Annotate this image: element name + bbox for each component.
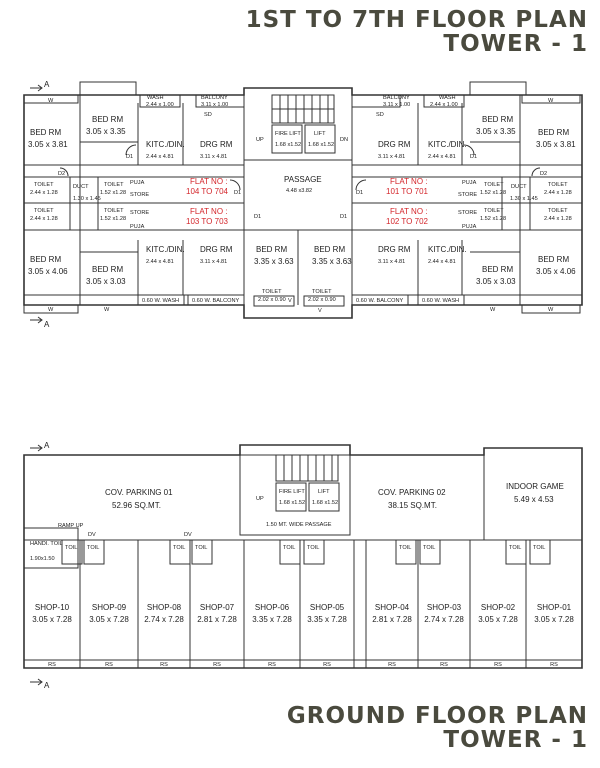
toilet-tag: TOIL xyxy=(283,545,296,551)
kitchen-tl-label: KITC./DIN. xyxy=(146,140,185,149)
puja-tl-label: PUJA xyxy=(130,180,145,186)
ramp-up-label: RAMP UP xyxy=(58,523,84,529)
kitchen-tr-size: 2.44 x 4.81 xyxy=(428,154,456,160)
toilet-tag: TOIL xyxy=(533,545,546,551)
bed-rm-tr2-size: 3.05 x 3.35 xyxy=(476,127,516,136)
section-mark-bottom: A xyxy=(44,320,50,329)
store-tl-label: STORE xyxy=(130,192,150,198)
bed-rm-br-size: 3.05 x 4.06 xyxy=(536,267,576,276)
flat-tr-number: 101 TO 701 xyxy=(386,187,428,196)
duct-r-size: 1.30 x 1.45 xyxy=(510,196,538,202)
ventilator-tag: V xyxy=(318,308,322,314)
door-tag: DV xyxy=(88,532,96,538)
door-tag: D1 xyxy=(234,190,242,196)
toilet-tr-size: 2.44 x 1.28 xyxy=(544,190,572,196)
flat-bl-number: 103 TO 703 xyxy=(186,217,228,226)
rolling-shutter-tag: RS xyxy=(105,662,113,668)
bed-rm-bl-label: BED RM xyxy=(30,255,62,264)
window-tag: W xyxy=(48,98,54,104)
wash-tl-size: 2.44 x 1.00 xyxy=(146,102,174,108)
shop-size: 2.81 x 7.28 xyxy=(197,615,237,624)
toilet-bl2-size: 1.52 x1.28 xyxy=(100,216,127,222)
toilet-tag: TOIL xyxy=(65,545,78,551)
store-bl-label: STORE xyxy=(130,210,150,216)
toilet-bl-label: TOILET xyxy=(34,208,54,214)
shop-name: SHOP-02 xyxy=(480,603,516,612)
duct-l-size: 1.30 x 1.45 xyxy=(73,196,101,202)
parking-02-size: 38.15 SQ.MT. xyxy=(388,501,437,510)
puja-tr-label: PUJA xyxy=(462,180,477,186)
flat-tl-caption: FLAT NO : xyxy=(190,177,228,186)
shop-size: 2.81 x 7.28 xyxy=(372,615,412,624)
wash-bl-label: 0.60 W. WASH xyxy=(142,298,180,304)
handi-toilet-label: HANDI. TOIL xyxy=(30,541,63,547)
shop-name: SHOP-09 xyxy=(91,603,127,612)
toilet-tl2-label: TOILET xyxy=(104,182,124,188)
lift-label: LIFT xyxy=(314,131,326,137)
drawing-rm-tl-label: DRG RM xyxy=(200,140,233,149)
parking-01-label: COV. PARKING 01 xyxy=(105,488,173,497)
duct-l-label: DUCT xyxy=(73,184,89,190)
door-tag: D2 xyxy=(540,171,548,177)
drawing-rm-br-size: 3.11 x 4.81 xyxy=(378,259,406,265)
shop-name: SHOP-05 xyxy=(309,603,345,612)
door-tag: DV xyxy=(184,532,192,538)
fire-lift-label: FIRE LIFT xyxy=(275,131,301,137)
door-tag: D1 xyxy=(470,154,478,160)
toilet-br-size: 2.44 x 1.28 xyxy=(544,216,572,222)
ground-fire-lift-label: FIRE LIFT xyxy=(279,489,305,495)
shop-size: 3.05 x 7.28 xyxy=(32,615,72,624)
toilet-tag: TOIL xyxy=(423,545,436,551)
ground-floor-title-line2: TOWER - 1 xyxy=(443,727,588,754)
passage-size: 4.48 x3.82 xyxy=(286,188,313,194)
wide-passage-label: 1.50 MT. WIDE PASSAGE xyxy=(266,522,332,528)
balcony-tr-size: 3.11 x 1.00 xyxy=(383,102,411,108)
toilet-tag: TOIL xyxy=(173,545,186,551)
parking-01-size: 52.96 SQ.MT. xyxy=(112,501,161,510)
flat-br-number: 102 TO 702 xyxy=(386,217,428,226)
toilet-tag: TOIL xyxy=(87,545,100,551)
bed-rm-tl2-label: BED RM xyxy=(92,115,124,124)
door-tag: D1 xyxy=(340,214,348,220)
rolling-shutter-tag: RS xyxy=(48,662,56,668)
shop-size: 2.74 x 7.28 xyxy=(424,615,464,624)
toilet-c1-label: TOILET xyxy=(262,289,282,295)
toilet-tag: TOIL xyxy=(307,545,320,551)
door-tag: D1 xyxy=(356,190,364,196)
section-mark-ground-bottom: A xyxy=(44,681,50,690)
bed-rm-br2-label: BED RM xyxy=(482,265,514,274)
window-tag: W xyxy=(104,307,110,313)
ground-floor-title-line1: GROUND FLOOR PLAN xyxy=(286,703,588,729)
toilet-tag: TOIL xyxy=(509,545,522,551)
flat-bl-caption: FLAT NO : xyxy=(190,207,228,216)
sliding-door-tag: SD xyxy=(204,112,212,118)
toilet-tr2-size: 1.52 x1.28 xyxy=(480,190,507,196)
bed-rm-c1-label: BED RM xyxy=(256,245,288,254)
shop-name: SHOP-06 xyxy=(254,603,290,612)
bed-rm-tl-label: BED RM xyxy=(30,128,62,137)
bed-rm-tr-label: BED RM xyxy=(538,128,570,137)
window-tag: W xyxy=(548,307,554,313)
shop-name: SHOP-04 xyxy=(374,603,410,612)
toilet-tr-label: TOILET xyxy=(548,182,568,188)
rolling-shutter-tag: RS xyxy=(323,662,331,668)
bed-rm-br-label: BED RM xyxy=(538,255,570,264)
duct-r-label: DUCT xyxy=(511,184,527,190)
shop-size: 3.35 x 7.28 xyxy=(307,615,347,624)
flat-br-caption: FLAT NO : xyxy=(390,207,428,216)
bed-rm-tr-size: 3.05 x 3.81 xyxy=(536,140,576,149)
shop-name: SHOP-01 xyxy=(536,603,572,612)
balcony-tr-label: BALCONY xyxy=(383,95,410,101)
store-br-label: STORE xyxy=(458,210,478,216)
passage-label: PASSAGE xyxy=(284,175,322,184)
ventilator-tag: V xyxy=(288,298,292,304)
window-tag: W xyxy=(48,307,54,313)
shop-name: SHOP-10 xyxy=(34,603,70,612)
bed-rm-tr2-label: BED RM xyxy=(482,115,514,124)
toilet-br2-size: 1.52 x1.28 xyxy=(480,216,507,222)
toilet-c2-label: TOILET xyxy=(312,289,332,295)
shop-size: 3.05 x 7.28 xyxy=(534,615,574,624)
bed-rm-bl2-size: 3.05 x 3.03 xyxy=(86,277,126,286)
shop-labels xyxy=(32,603,574,668)
ground-floor-plan xyxy=(24,445,582,685)
flat-tr-caption: FLAT NO : xyxy=(390,177,428,186)
balcony-br-label: 0.60 W. BALCONY xyxy=(356,298,404,304)
wash-tl-label: WASH xyxy=(147,95,164,101)
kitchen-br-label: KITC./DIN. xyxy=(428,245,467,254)
fire-lift-size: 1.68 x1.52 xyxy=(275,142,302,148)
rolling-shutter-tag: RS xyxy=(440,662,448,668)
bed-rm-bl-size: 3.05 x 4.06 xyxy=(28,267,68,276)
balcony-tl-label: BALCONY xyxy=(201,95,228,101)
kitchen-tl-size: 2.44 x 4.81 xyxy=(146,154,174,160)
drawing-rm-tr-size: 3.11 x 4.81 xyxy=(378,154,406,160)
door-tag: D1 xyxy=(126,154,134,160)
rolling-shutter-tag: RS xyxy=(213,662,221,668)
rolling-shutter-tag: RS xyxy=(388,662,396,668)
parking-02-label: COV. PARKING 02 xyxy=(378,488,446,497)
shop-size: 2.74 x 7.28 xyxy=(144,615,184,624)
bed-rm-c1-size: 3.35 x 3.63 xyxy=(254,257,294,266)
window-tag: W xyxy=(490,307,496,313)
toilet-tl2-size: 1.52 x1.28 xyxy=(100,190,127,196)
shop-size: 3.05 x 7.28 xyxy=(478,615,518,624)
shop-name: SHOP-08 xyxy=(146,603,182,612)
drawing-rm-tr-label: DRG RM xyxy=(378,140,411,149)
toilet-c2-size: 2.02 x 0.90 xyxy=(308,297,336,303)
door-tag: D2 xyxy=(58,171,66,177)
ground-stair-up-label: UP xyxy=(256,496,264,502)
toilet-bl2-label: TOILET xyxy=(104,208,124,214)
drawing-rm-bl-size: 3.11 x 4.81 xyxy=(200,259,228,265)
bed-rm-bl2-label: BED RM xyxy=(92,265,124,274)
wash-tr-size: 2.44 x 1.00 xyxy=(430,102,458,108)
handi-toilet-size: 1.90x1.50 xyxy=(30,556,55,562)
wash-br-label: 0.60 W. WASH xyxy=(422,298,460,304)
stair-dn-label: DN xyxy=(340,137,349,143)
kitchen-bl-label: KITC./DIN. xyxy=(146,245,185,254)
shop-name: SHOP-07 xyxy=(199,603,235,612)
bed-rm-tl-size: 3.05 x 3.81 xyxy=(28,140,68,149)
typical-floor-labels xyxy=(28,80,576,329)
indoor-game-size: 5.49 x 4.53 xyxy=(514,495,554,504)
toilet-tag: TOIL xyxy=(195,545,208,551)
stair-up-label: UP xyxy=(256,137,264,143)
kitchen-bl-size: 2.44 x 4.81 xyxy=(146,259,174,265)
section-mark-ground-top: A xyxy=(44,441,50,450)
toilet-br2-label: TOILET xyxy=(484,208,504,214)
kitchen-tr-label: KITC./DIN. xyxy=(428,140,467,149)
flat-tl-number: 104 TO 704 xyxy=(186,187,228,196)
drawing-rm-tl-size: 3.11 x 4.81 xyxy=(200,154,228,160)
toilet-c1-size: 2.02 x 0.90 xyxy=(258,297,286,303)
drawing-rm-bl-label: DRG RM xyxy=(200,245,233,254)
door-tag: D1 xyxy=(254,214,262,220)
ground-lift-label: LIFT xyxy=(318,489,330,495)
toilet-bl-size: 2.44 x 1.28 xyxy=(30,216,58,222)
toilet-br-label: TOILET xyxy=(548,208,568,214)
puja-br-label: PUJA xyxy=(462,224,477,230)
toilet-tl-label: TOILET xyxy=(34,182,54,188)
rolling-shutter-tag: RS xyxy=(550,662,558,668)
lift-size: 1.68 x1.52 xyxy=(308,142,335,148)
bed-rm-c2-size: 3.35 x 3.63 xyxy=(312,257,352,266)
shop-size: 3.35 x 7.28 xyxy=(252,615,292,624)
window-tag: W xyxy=(548,98,554,104)
rolling-shutter-tag: RS xyxy=(268,662,276,668)
toilet-tl-size: 2.44 x 1.28 xyxy=(30,190,58,196)
section-mark-top: A xyxy=(44,80,50,89)
puja-bl-label: PUJA xyxy=(130,224,145,230)
bed-rm-tl2-size: 3.05 x 3.35 xyxy=(86,127,126,136)
balcony-tl-size: 3.11 x 1.00 xyxy=(201,102,229,108)
toilet-tr2-label: TOILET xyxy=(484,182,504,188)
balcony-bl-label: 0.60 W. BALCONY xyxy=(192,298,240,304)
bed-rm-c2-label: BED RM xyxy=(314,245,346,254)
drawing-rm-br-label: DRG RM xyxy=(378,245,411,254)
sliding-door-tag: SD xyxy=(376,112,384,118)
shop-name: SHOP-03 xyxy=(426,603,462,612)
ground-fire-lift-size: 1.68 x1.52 xyxy=(279,500,306,506)
store-tr-label: STORE xyxy=(458,192,478,198)
bed-rm-br2-size: 3.05 x 3.03 xyxy=(476,277,516,286)
typical-floor-title-line1: 1ST TO 7TH FLOOR PLAN xyxy=(245,7,588,33)
shop-size: 3.05 x 7.28 xyxy=(89,615,129,624)
indoor-game-label: INDOOR GAME xyxy=(506,482,564,491)
kitchen-br-size: 2.44 x 4.81 xyxy=(428,259,456,265)
typical-floor-title-line2: TOWER - 1 xyxy=(443,31,588,58)
wash-tr-label: WASH xyxy=(439,95,456,101)
ground-lift-size: 1.68 x1.52 xyxy=(312,500,339,506)
rolling-shutter-tag: RS xyxy=(160,662,168,668)
toilet-tag: TOIL xyxy=(399,545,412,551)
rolling-shutter-tag: RS xyxy=(494,662,502,668)
